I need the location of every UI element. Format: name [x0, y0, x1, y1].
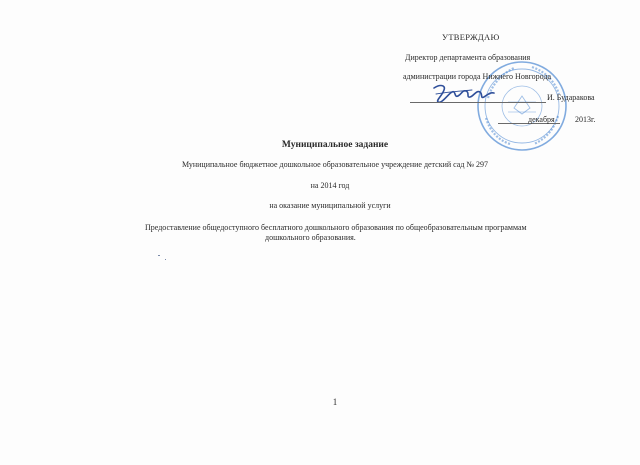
approval-date: декабря	[528, 115, 555, 124]
approver-organization: администрации города Нижнего Новгорода	[403, 72, 552, 81]
service-description-line1: Предоставление общедоступного бесплатного дошкольного образования по общеобразовательным программам	[145, 223, 527, 232]
approver-position: Директор департамента образования	[405, 53, 531, 62]
scan-speck	[158, 255, 160, 256]
document-period: на 2014 год	[310, 181, 350, 190]
service-description-line2: дошкольного образования.	[265, 233, 356, 242]
approver-name: И. Бударакова	[547, 93, 595, 102]
approval-year: 2013г.	[575, 115, 596, 124]
scan-speck	[165, 259, 166, 260]
signature-line	[410, 102, 546, 103]
page-number: 1	[332, 397, 338, 407]
approval-heading: УТВЕРЖДАЮ	[442, 32, 500, 42]
service-label: на оказание муниципальной услуги	[269, 201, 391, 210]
institution-name: Муниципальное бюджетное дошкольное образовательное учреждение детский сад № 297	[181, 160, 489, 169]
document-title: Муниципальное задание	[281, 140, 389, 150]
